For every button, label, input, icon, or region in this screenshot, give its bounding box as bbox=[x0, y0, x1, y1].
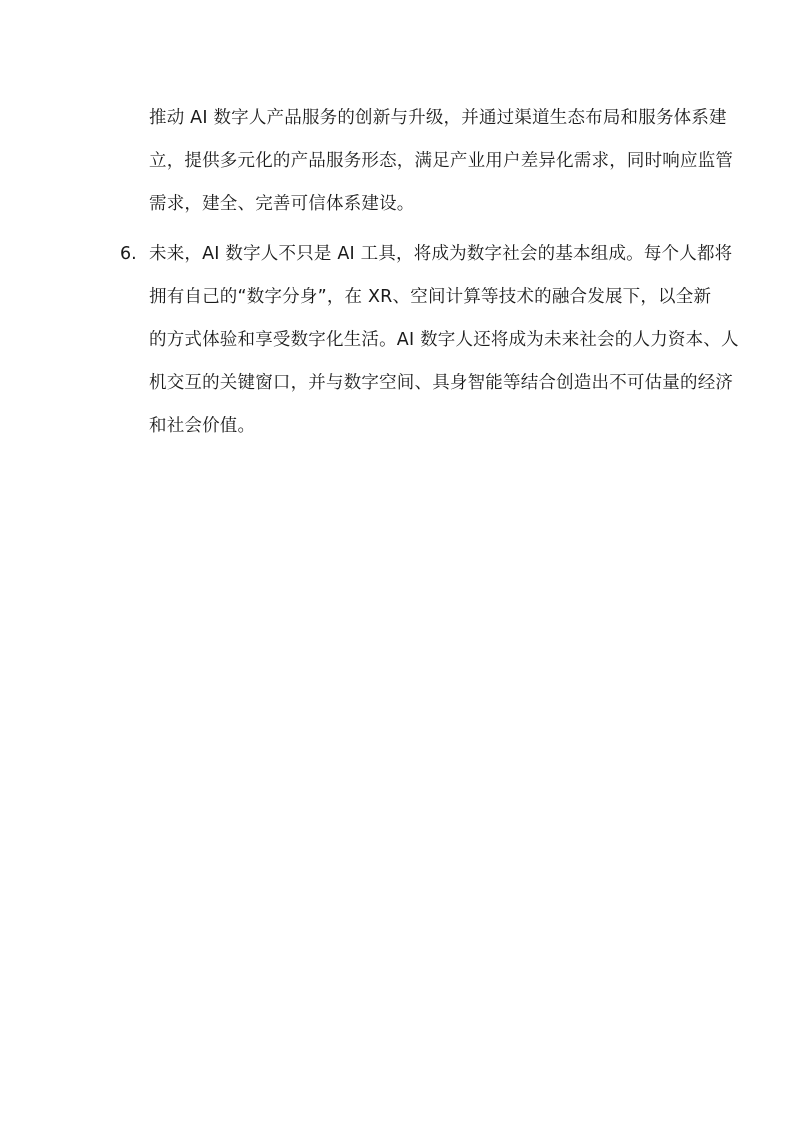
list-item-line: 的方式体验和享受数字化生活。AI 数字人还将成为未来社会的人力资本、人 bbox=[149, 330, 739, 350]
list-item-line: 未来，AI 数字人不只是 AI 工具，将成为数字社会的基本组成。每个人都将 bbox=[149, 244, 733, 264]
paragraph-line: 推动 AI 数字人产品服务的创新与升级，并通过渠道生态布局和服务体系建 bbox=[149, 108, 727, 128]
list-item-number: 6. bbox=[120, 244, 137, 264]
list-item-line: 和社会价值。 bbox=[149, 416, 256, 436]
list-item-line: 机交互的关键窗口，并与数字空间、具身智能等结合创造出不可估量的经济 bbox=[149, 373, 734, 393]
paragraph-line: 立，提供多元化的产品服务形态，满足产业用户差异化需求，同时响应监管 bbox=[149, 151, 734, 171]
paragraph-line: 需求，建全、完善可信体系建设。 bbox=[149, 194, 415, 214]
list-item-line: 拥有自己的“数字分身”，在 XR、空间计算等技术的融合发展下，以全新 bbox=[149, 287, 712, 307]
